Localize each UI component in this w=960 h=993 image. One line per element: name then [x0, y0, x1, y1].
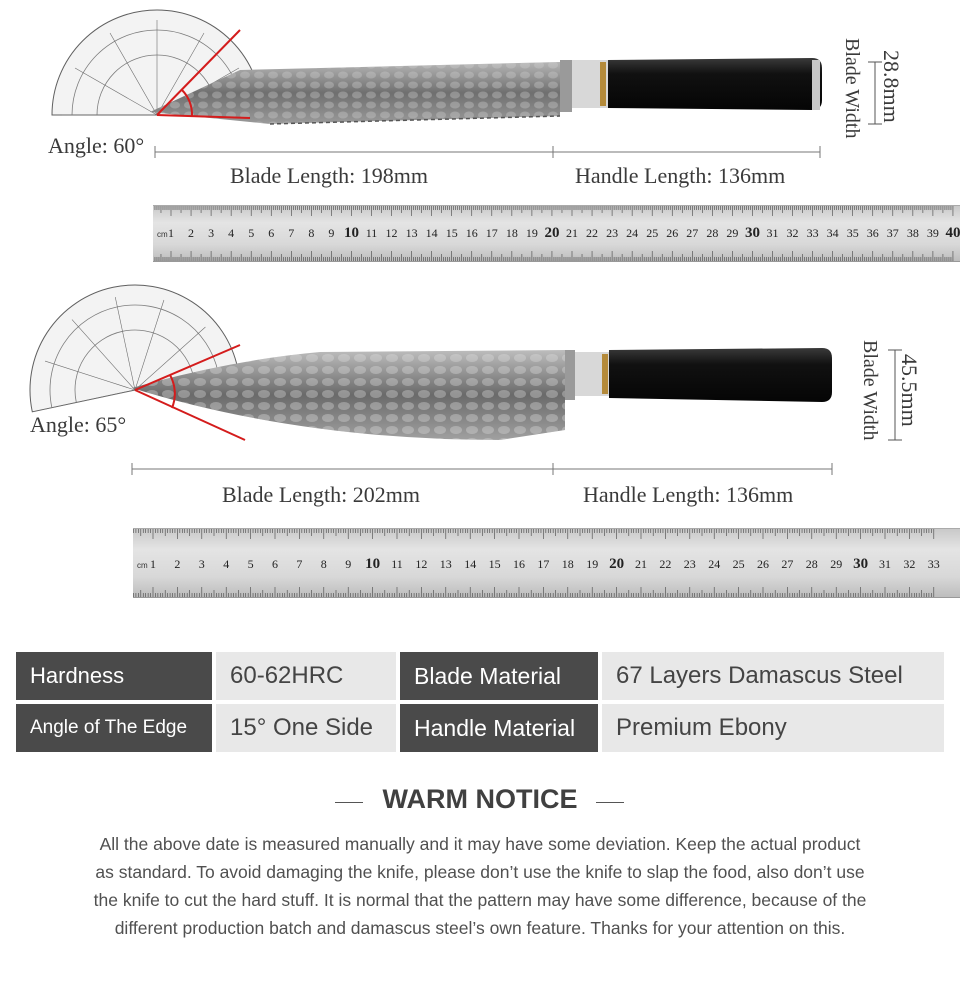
notice-body: All the above date is measured manually and it may have some deviation. Keep the actual product as standard. To avoid damaging the knife, please don’t use the knife to slap the food, also don’t use the knife to cut the hard stuff. It is normal that the pattern may have some difference, because of the different production batch and damascus steel’s own feature. Thanks for your attention on this. — [93, 834, 867, 938]
handle-material-value: Premium Ebony — [602, 704, 944, 752]
knife2-illustration — [0, 280, 960, 480]
knife1-handle-length: Handle Length: 136mm — [575, 163, 786, 188]
ruler-number: 1 — [168, 226, 174, 240]
edge-angle-label: Angle of The Edge — [16, 704, 212, 752]
handle-material-label: Handle Material — [400, 704, 598, 752]
knife2-blade-length: Blade Length: 202mm — [222, 482, 420, 507]
ruler-number: 20 — [609, 556, 625, 572]
ruler-unit: cm — [157, 230, 168, 239]
knife2-blade-width-label: Blade Width — [859, 340, 881, 441]
ruler-number: 23 — [606, 226, 619, 240]
ruler-number: 13 — [405, 226, 418, 240]
knife1-angle-label: Angle: 60° — [48, 133, 145, 158]
ruler-number: 14 — [464, 557, 477, 571]
knife2-angle-label: Angle: 65° — [30, 412, 127, 437]
ruler-number: 33 — [927, 557, 940, 571]
ruler-number: 23 — [683, 557, 696, 571]
ruler-number: 2 — [188, 226, 195, 240]
ruler-number: 35 — [846, 226, 859, 240]
ruler-number: 28 — [805, 557, 818, 571]
ruler-number: 4 — [223, 557, 230, 571]
ruler-number: 7 — [296, 557, 303, 571]
ruler-number: 12 — [385, 226, 398, 240]
ruler-number: 29 — [726, 226, 739, 240]
ruler-number: 15 — [488, 557, 501, 571]
ruler-number: 9 — [328, 226, 335, 240]
ruler-number: 30 — [744, 225, 760, 241]
ruler-number: 22 — [586, 226, 599, 240]
ruler-number: 16 — [513, 557, 525, 571]
ruler-number: 32 — [786, 226, 799, 240]
ruler-number: 30 — [853, 556, 869, 572]
ruler-number: 32 — [903, 557, 916, 571]
hardness-value: 60-62HRC — [216, 652, 396, 700]
ruler-number: 24 — [708, 557, 721, 571]
ruler-number: 5 — [247, 557, 254, 571]
ruler-2 — [133, 528, 960, 598]
ruler-number: 40 — [945, 225, 960, 241]
ruler-number: 16 — [465, 226, 478, 240]
knife1-blade-width-value: 28.8mm — [879, 50, 904, 123]
ruler-number: 25 — [646, 226, 659, 240]
ruler-number: 34 — [826, 226, 839, 240]
ruler-number: 27 — [781, 557, 794, 571]
ruler-number: 2 — [174, 557, 181, 571]
ruler-number: 26 — [757, 557, 769, 571]
ruler-number: 3 — [208, 226, 215, 240]
ruler-number: 11 — [365, 226, 378, 240]
ruler-number: 17 — [537, 557, 550, 571]
handle-2 — [609, 348, 832, 402]
ruler-number: 26 — [666, 226, 679, 240]
notice-title: WARM NOTICE — [382, 784, 578, 814]
ruler-number: 21 — [566, 226, 578, 240]
ruler-unit: cm — [137, 561, 148, 570]
ruler-number: 8 — [308, 226, 315, 240]
ruler-number: 18 — [561, 557, 574, 571]
ruler-number: 10 — [365, 556, 381, 572]
ruler-number: 17 — [485, 226, 498, 240]
blade-material-label: Blade Material — [400, 652, 598, 700]
ruler-number: 21 — [635, 557, 647, 571]
ruler-number: 27 — [686, 226, 699, 240]
ruler-number: 28 — [706, 226, 719, 240]
ruler-number: 25 — [732, 557, 745, 571]
ruler-number: 12 — [415, 557, 428, 571]
ruler-number: 4 — [228, 226, 235, 240]
ruler-number: 20 — [544, 225, 560, 241]
ruler-number: 31 — [766, 226, 779, 240]
ruler-1 — [153, 205, 960, 262]
ruler-number: 31 — [879, 557, 891, 571]
ruler-number: 7 — [288, 226, 295, 240]
ruler-number: 37 — [886, 226, 899, 240]
ruler-number: 33 — [806, 226, 819, 240]
knife2-handle-length: Handle Length: 136mm — [583, 482, 794, 507]
knife2-blade-width-value: 45.5mm — [897, 354, 922, 427]
blade-material-value: 67 Layers Damascus Steel — [602, 652, 944, 700]
ruler-number: 6 — [272, 557, 278, 571]
ruler-number: 9 — [345, 557, 352, 571]
ruler-number: 36 — [866, 226, 879, 240]
knife2-section — [0, 280, 960, 530]
ruler-number: 19 — [525, 226, 538, 240]
ruler-number: 38 — [906, 226, 919, 240]
hardness-label: Hardness — [16, 652, 212, 700]
handle-1 — [608, 58, 822, 110]
knife1-blade-width-label: Blade Width — [841, 38, 863, 139]
ruler-number: 3 — [198, 557, 205, 571]
ruler-number: 18 — [505, 226, 518, 240]
ruler-number: 1 — [150, 557, 156, 571]
ruler-number: 19 — [586, 557, 599, 571]
ruler-number: 8 — [320, 557, 327, 571]
ruler-number: 24 — [626, 226, 639, 240]
ruler-number: 29 — [830, 557, 843, 571]
ruler-number: 13 — [439, 557, 452, 571]
ruler-number: 14 — [425, 226, 438, 240]
ruler-number: 39 — [926, 226, 939, 240]
edge-angle-value: 15° One Side — [216, 704, 396, 752]
ruler-number: 15 — [445, 226, 458, 240]
ruler-number: 22 — [659, 557, 672, 571]
ruler-number: 5 — [248, 226, 255, 240]
ruler-number: 6 — [268, 226, 275, 240]
knife1-blade-length: Blade Length: 198mm — [230, 163, 428, 188]
ruler-number: 11 — [391, 557, 403, 571]
ruler-number: 10 — [343, 225, 359, 241]
